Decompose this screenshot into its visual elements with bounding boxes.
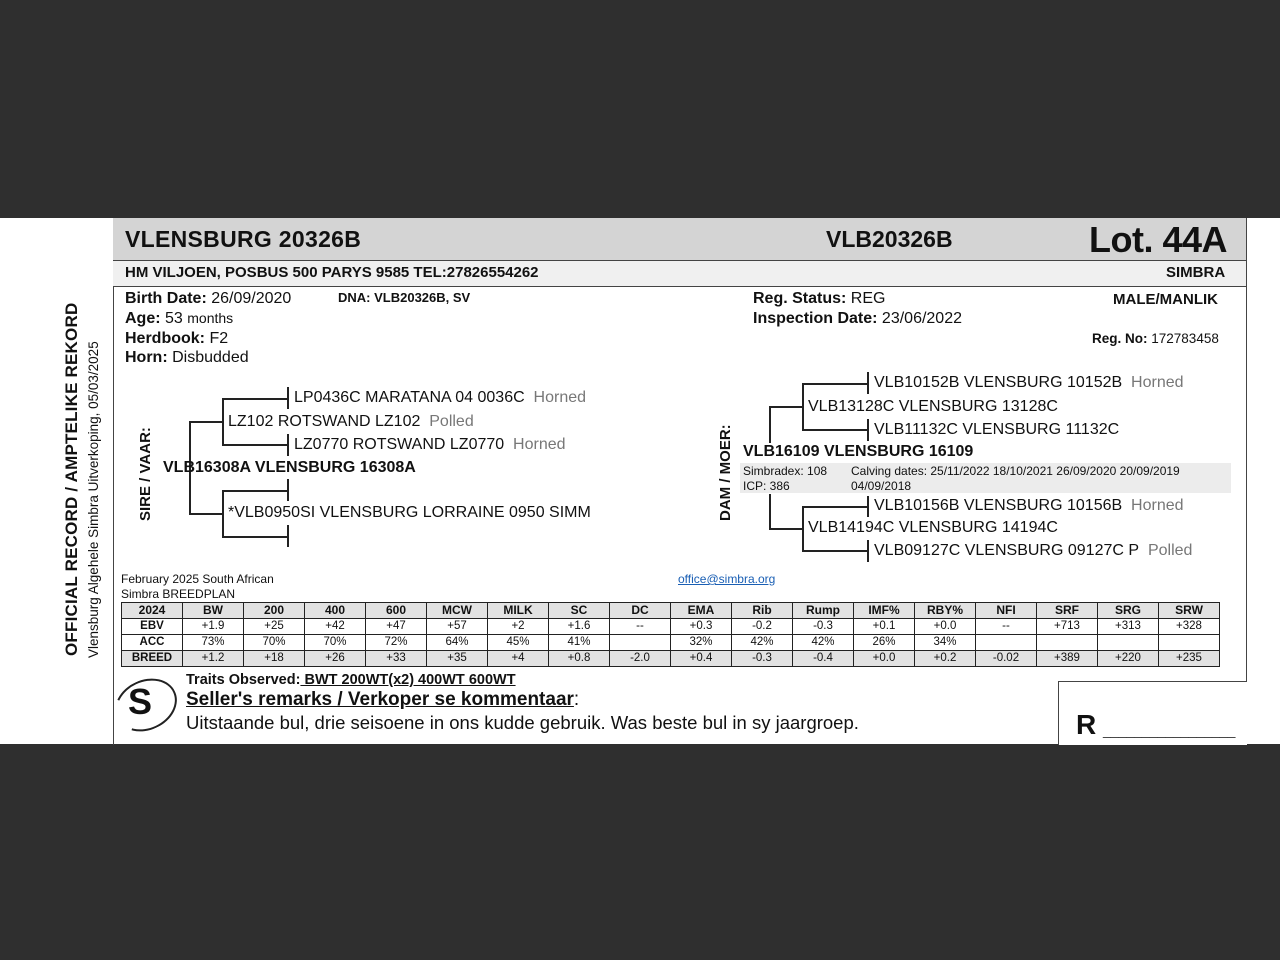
ebv-cell: 73% <box>183 635 244 651</box>
sire-dam: *VLB0950SI VLENSBURG LORRAINE 0950 SIMM <box>228 504 591 521</box>
ebv-cell: +2 <box>488 619 549 635</box>
price-r-label: R <box>1076 709 1097 740</box>
ebv-cell: +0.8 <box>549 651 610 667</box>
ebv-cell: 45% <box>488 635 549 651</box>
ebv-header-cell: DC <box>610 603 671 619</box>
ebv-cell: +18 <box>244 651 305 667</box>
ebv-cell <box>1159 635 1220 651</box>
dna-info: DNA: VLB20326B, SV <box>338 290 471 305</box>
ebv-header-cell: Rump <box>793 603 854 619</box>
ebv-header-cell: SC <box>549 603 610 619</box>
ebv-cell: +1.6 <box>549 619 610 635</box>
auction-subtitle: Vlensburg Algehele Simbra Uitverkoping, 05/03/2025 <box>86 341 101 658</box>
breedplan-line2: Simbra BREEDPLAN <box>121 587 236 601</box>
ebv-cell: -0.2 <box>732 619 793 635</box>
ebv-header-cell: 2024 <box>122 603 183 619</box>
ebv-cell: -- <box>610 619 671 635</box>
ebv-cell: -- <box>976 619 1037 635</box>
ebv-header-cell: SRG <box>1098 603 1159 619</box>
ebv-cell: 64% <box>427 635 488 651</box>
ebv-cell: -2.0 <box>610 651 671 667</box>
email-link[interactable]: office@simbra.org <box>678 572 776 586</box>
animal-name: VLENSBURG 20326B <box>125 226 362 252</box>
ebv-header-cell: BW <box>183 603 244 619</box>
sire-sire-parent: LZ102 ROTSWAND LZ102 Polled <box>228 413 474 430</box>
ebv-cell: +1.2 <box>183 651 244 667</box>
ebv-cell: +0.3 <box>671 619 732 635</box>
ebv-cell: -0.3 <box>793 619 854 635</box>
simbradex: Simbradex: 108 <box>743 464 828 478</box>
ebv-row-label: BREED <box>122 651 183 667</box>
ebv-header-cell: SRF <box>1037 603 1098 619</box>
ebv-header-cell: SRW <box>1159 603 1220 619</box>
ebv-row-label: EBV <box>122 619 183 635</box>
remarks-heading: Seller's remarks / Verkoper se kommentaar: <box>186 689 580 710</box>
sire-sire: LP0436C MARATANA 04 0036C Horned <box>294 389 587 406</box>
lot-number: Lot. 44A <box>1089 219 1228 260</box>
ebv-cell: 41% <box>549 635 610 651</box>
icp: ICP: 386 <box>743 479 790 493</box>
ebv-cell: +33 <box>366 651 427 667</box>
ebv-row <box>122 619 1220 635</box>
dam-sire-dam: VLB11132C VLENSBURG 11132C <box>874 421 1120 438</box>
traits-observed: Traits Observed: BWT 200WT(x2) 400WT 600WT <box>186 672 516 688</box>
ebv-cell: +220 <box>1098 651 1159 667</box>
dam-sire-sire: VLB10152B VLENSBURG 10152B Horned <box>874 374 1184 391</box>
sire-label: SIRE / VAAR: <box>137 427 154 521</box>
price-blank: _________________ <box>1103 722 1236 738</box>
ebv-cell: +35 <box>427 651 488 667</box>
simbra-logo-icon: S <box>128 681 153 722</box>
official-record-title: OFFICIAL RECORD / AMPTELIKE REKORD <box>62 302 81 656</box>
ebv-cell: +0.4 <box>671 651 732 667</box>
sex-label: MALE/MANLIK <box>1113 291 1218 308</box>
ebv-cell: +389 <box>1037 651 1098 667</box>
ebv-cell: +235 <box>1159 651 1220 667</box>
ebv-cell: -0.4 <box>793 651 854 667</box>
ebv-cell: +713 <box>1037 619 1098 635</box>
ebv-header-cell: MCW <box>427 603 488 619</box>
ebv-cell: 42% <box>732 635 793 651</box>
ebv-row-label: ACC <box>122 635 183 651</box>
ebv-cell: +26 <box>305 651 366 667</box>
ebv-cell: +25 <box>244 619 305 635</box>
sire-name: VLB16308A VLENSBURG 16308A <box>163 459 416 476</box>
ebv-cell <box>1037 635 1098 651</box>
ebv-table <box>121 602 1220 667</box>
dam-dam-sire: VLB14194C VLENSBURG 14194C <box>808 519 1058 536</box>
ebv-cell: +47 <box>366 619 427 635</box>
ebv-cell: 32% <box>671 635 732 651</box>
ebv-cell <box>1098 635 1159 651</box>
ebv-cell: +42 <box>305 619 366 635</box>
ebv-cell: +4 <box>488 651 549 667</box>
ebv-cell: 34% <box>915 635 976 651</box>
breedplan-line1: February 2025 South African <box>121 572 274 586</box>
ebv-cell: +57 <box>427 619 488 635</box>
dam-bracket <box>769 406 771 443</box>
owner-info: HM VILJOEN, POSBUS 500 PARYS 9585 TEL:27826554262 <box>125 264 539 281</box>
inspection-date: Inspection Date: 23/06/2022 <box>753 310 962 327</box>
reg-number: Reg. No: 172783458 <box>1092 331 1219 346</box>
ebv-cell: -0.02 <box>976 651 1037 667</box>
calving-dates: Calving dates: 25/11/2022 18/10/2021 26/09/2020 20/09/2019 <box>851 464 1180 478</box>
ebv-cell: +1.9 <box>183 619 244 635</box>
calving-dates-cont: 04/09/2018 <box>851 479 912 493</box>
ebv-cell: +0.0 <box>854 651 915 667</box>
ebv-header-cell: NFI <box>976 603 1037 619</box>
birth-date: Birth Date: 26/09/2020 <box>125 290 292 307</box>
herdbook: Herdbook: F2 <box>125 330 229 347</box>
ebv-header-cell: 200 <box>244 603 305 619</box>
age: Age: 53 months <box>125 310 234 327</box>
ebv-cell: +0.1 <box>854 619 915 635</box>
ebv-header-row <box>122 603 1220 619</box>
ebv-cell <box>610 635 671 651</box>
ebv-cell: -0.3 <box>732 651 793 667</box>
ebv-header-cell: EMA <box>671 603 732 619</box>
sire-dam-of-sire: LZ0770 ROTSWAND LZ0770 Horned <box>294 436 566 453</box>
ebv-cell: +313 <box>1098 619 1159 635</box>
ebv-cell: 70% <box>305 635 366 651</box>
reg-status: Reg. Status: REG <box>753 290 886 307</box>
dam-dam-sire-sire: VLB10156B VLENSBURG 10156B Horned <box>874 497 1184 514</box>
ebv-header-cell: RBY% <box>915 603 976 619</box>
ebv-cell: 26% <box>854 635 915 651</box>
ebv-cell: +328 <box>1159 619 1220 635</box>
ebv-cell: +0.0 <box>915 619 976 635</box>
ebv-header-cell: MILK <box>488 603 549 619</box>
dam-sire: VLB13128C VLENSBURG 13128C <box>808 398 1058 415</box>
ebv-cell: 72% <box>366 635 427 651</box>
breed-row <box>122 651 1220 667</box>
ebv-cell: 42% <box>793 635 854 651</box>
dam-dam-sire-dam: VLB09127C VLENSBURG 09127C P Polled <box>874 542 1193 559</box>
ebv-header-cell: 400 <box>305 603 366 619</box>
ebv-cell: +0.2 <box>915 651 976 667</box>
horn-status: Horn: Disbudded <box>125 349 249 366</box>
dam-label: DAM / MOER: <box>717 424 734 521</box>
dam-name: VLB16109 VLENSBURG 16109 <box>743 443 974 460</box>
breed-label: SIMBRA <box>1166 264 1226 281</box>
ebv-header-cell: IMF% <box>854 603 915 619</box>
acc-row <box>122 635 1220 651</box>
remarks-text: Uitstaande bul, drie seisoene in ons kudde gebruik. Was beste bul in sy jaargroep. <box>186 712 859 733</box>
animal-code: VLB20326B <box>826 226 953 252</box>
ebv-header-cell: 600 <box>366 603 427 619</box>
ebv-cell: 70% <box>244 635 305 651</box>
ebv-cell <box>976 635 1037 651</box>
ebv-header-cell: Rib <box>732 603 793 619</box>
